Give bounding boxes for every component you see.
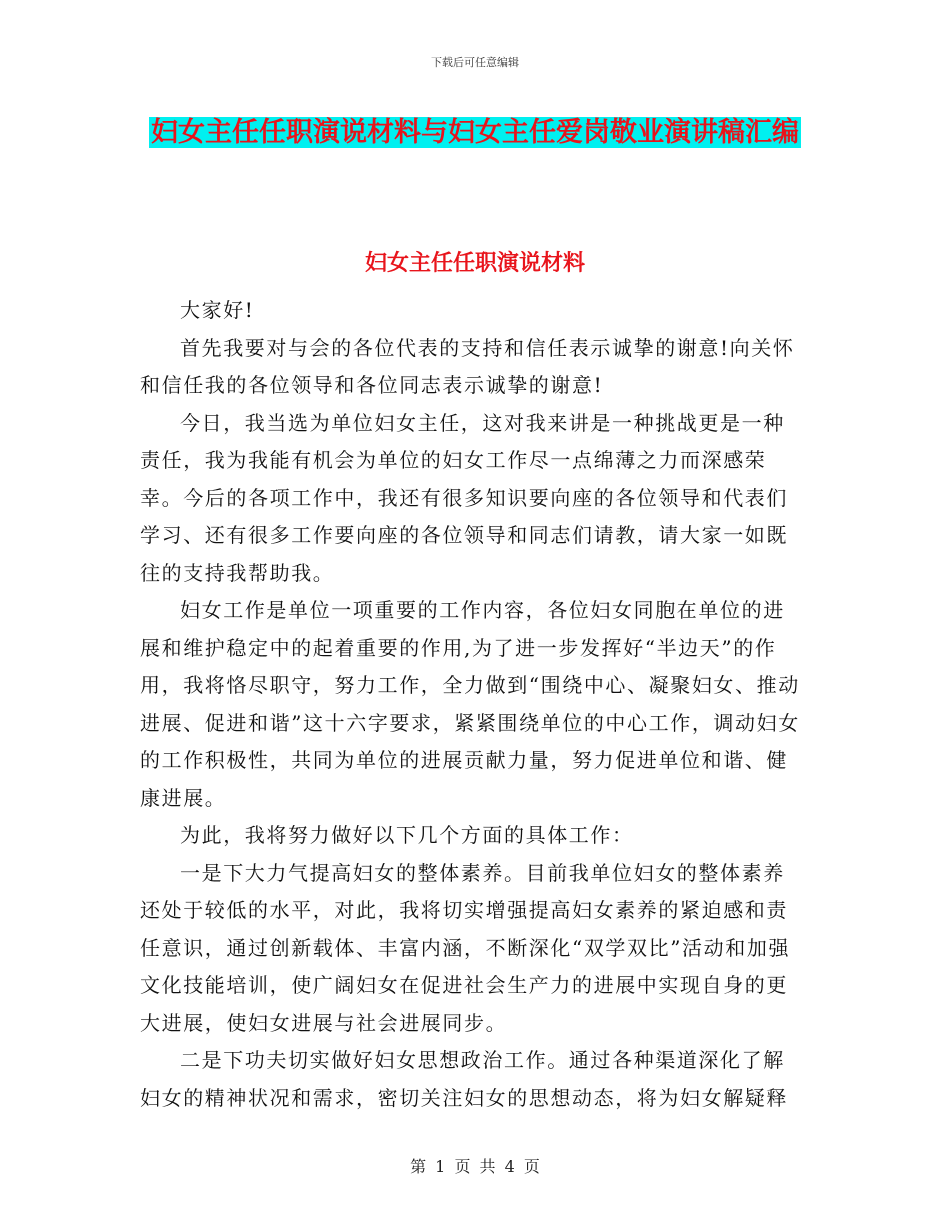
paragraph-point-one: 一是下大力气提高妇女的整体素养。目前我单位妇女的整体素养还处于较低的水平，对此，我将切实增强提高妇女素养的紧迫感和责任意识，通过创新载体、丰富内涵，不断深化“双学双比”活动和加强文化技能培训，使广阔妇女在促进社会生产力的进展中实现自身的更大进展，使妇女进展与社会进展同步。	[140, 860, 791, 1035]
paragraph-plan-intro: 为此，我将努力做好以下几个方面的具体工作：	[180, 823, 634, 847]
header-note: 下载后可任意编辑	[431, 56, 519, 69]
paragraph-greeting: 大家好!	[180, 298, 255, 322]
paragraph-election: 今日，我当选为单位妇女主任，这对我来讲是一种挑战更是一种责任，我为我能有机会为单位的妇女工作尽一点绵薄之力而深感荣幸。今后的各项工作中，我还有很多知识要向座的各位领导和代表们学习、还有很多工作要向座的各位领导和同志们请教，请大家一如既往的支持我帮助我。	[140, 410, 788, 585]
document-title-text: 妇女主任任职演说材料与妇女主任爱岗敬业演讲稿汇编	[151, 117, 799, 148]
paragraph-thanks: 首先我要对与会的各位代表的支持和信任表示诚挚的谢意!向关怀和信任我的各位领导和各位同志表示诚挚的谢意!	[140, 335, 795, 397]
page-footer: 第 1 页 共 4 页	[410, 1157, 540, 1176]
paragraph-women-work: 妇女工作是单位一项重要的工作内容，各位妇女同胞在单位的进展和维护稳定中的起着重要的作用,为了进一步发挥好“半边天”的作用，我将恪尽职守，努力工作，全力做到“围绕中心、凝聚妇女、推动进展、促进和谐”这十六字要求，紧紧围绕单位的中心工作，调动妇女的工作积极性，共同为单位的进展贡献力量，努力促进单位和谐、健康进展。	[140, 598, 800, 810]
section-title: 妇女主任任职演说材料	[364, 251, 585, 276]
body-text	[140, 292, 805, 1117]
document-title	[140, 110, 810, 156]
paragraph-point-two: 二是下功夫切实做好妇女思想政治工作。通过各种渠道深化了解妇女的精神状况和需求，密切关注妇女的思想动态，将为妇女解疑释	[140, 1048, 788, 1110]
